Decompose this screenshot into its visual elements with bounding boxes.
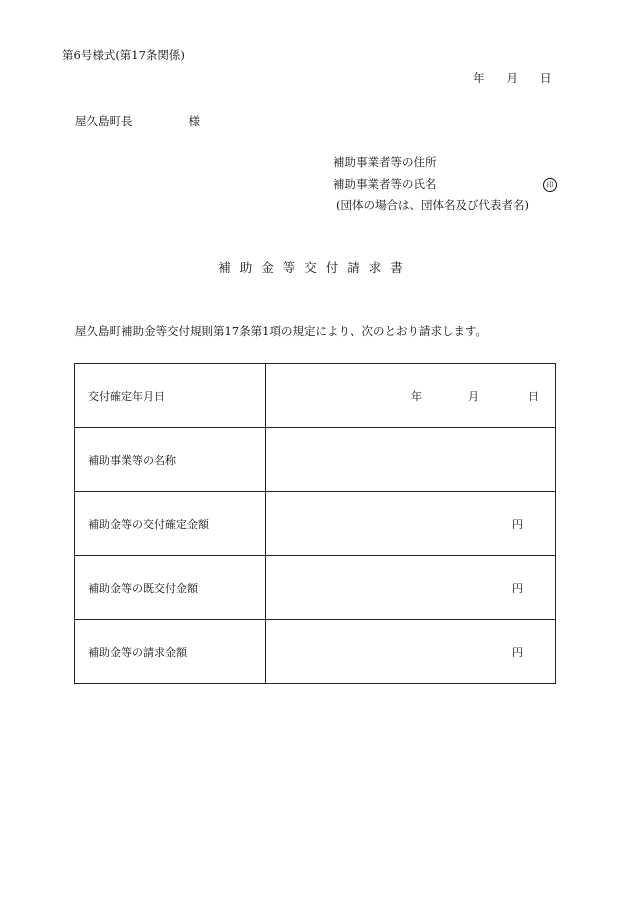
request-amount-field[interactable] xyxy=(266,620,556,684)
document-title: 補助金等交付請求書 xyxy=(218,260,412,275)
confirmed-amount-field[interactable] xyxy=(266,492,556,556)
date-day-label: 日 xyxy=(540,71,552,85)
applicant-address-label: 補助事業者等の住所 xyxy=(333,155,437,169)
confirmed-date-field[interactable] xyxy=(266,364,556,428)
request-table xyxy=(74,363,556,684)
date-year-label: 年 xyxy=(473,71,485,85)
form-number: 第6号様式(第17条関係) xyxy=(62,48,185,62)
table-row xyxy=(75,556,556,620)
table-row xyxy=(75,620,556,684)
yen-unit: 円 xyxy=(512,517,523,531)
row-label: 交付確定年月日 xyxy=(75,364,266,428)
project-name-field[interactable] xyxy=(266,428,556,492)
table-row xyxy=(75,364,556,428)
row-label: 補助金等の請求金額 xyxy=(75,620,266,684)
table-row xyxy=(75,492,556,556)
row-label: 補助事業等の名称 xyxy=(75,428,266,492)
row-label: 補助金等の交付確定金額 xyxy=(75,492,266,556)
addressee xyxy=(75,116,200,128)
yen-unit: 円 xyxy=(512,645,523,659)
date-month-label: 月 xyxy=(506,71,518,85)
row-day-label: 日 xyxy=(528,389,539,403)
row-label: 補助金等の既交付金額 xyxy=(75,556,266,620)
row-year-label: 年 xyxy=(411,389,422,403)
addressee-suffix: 様 xyxy=(188,114,200,128)
table-row xyxy=(75,428,556,492)
yen-unit: 円 xyxy=(512,581,523,595)
seal-icon: 印 xyxy=(543,178,557,192)
applicant-note: (団体の場合は、団体名及び代表者名) xyxy=(336,198,529,212)
date-line xyxy=(473,73,552,85)
paid-amount-field[interactable] xyxy=(266,556,556,620)
addressee-name: 屋久島町長 xyxy=(75,114,133,128)
applicant-name-label: 補助事業者等の氏名 xyxy=(333,177,437,191)
row-month-label: 月 xyxy=(468,389,479,403)
body-text: 屋久島町補助金等交付規則第17条第1項の規定により、次のとおり請求します。 xyxy=(75,324,488,338)
